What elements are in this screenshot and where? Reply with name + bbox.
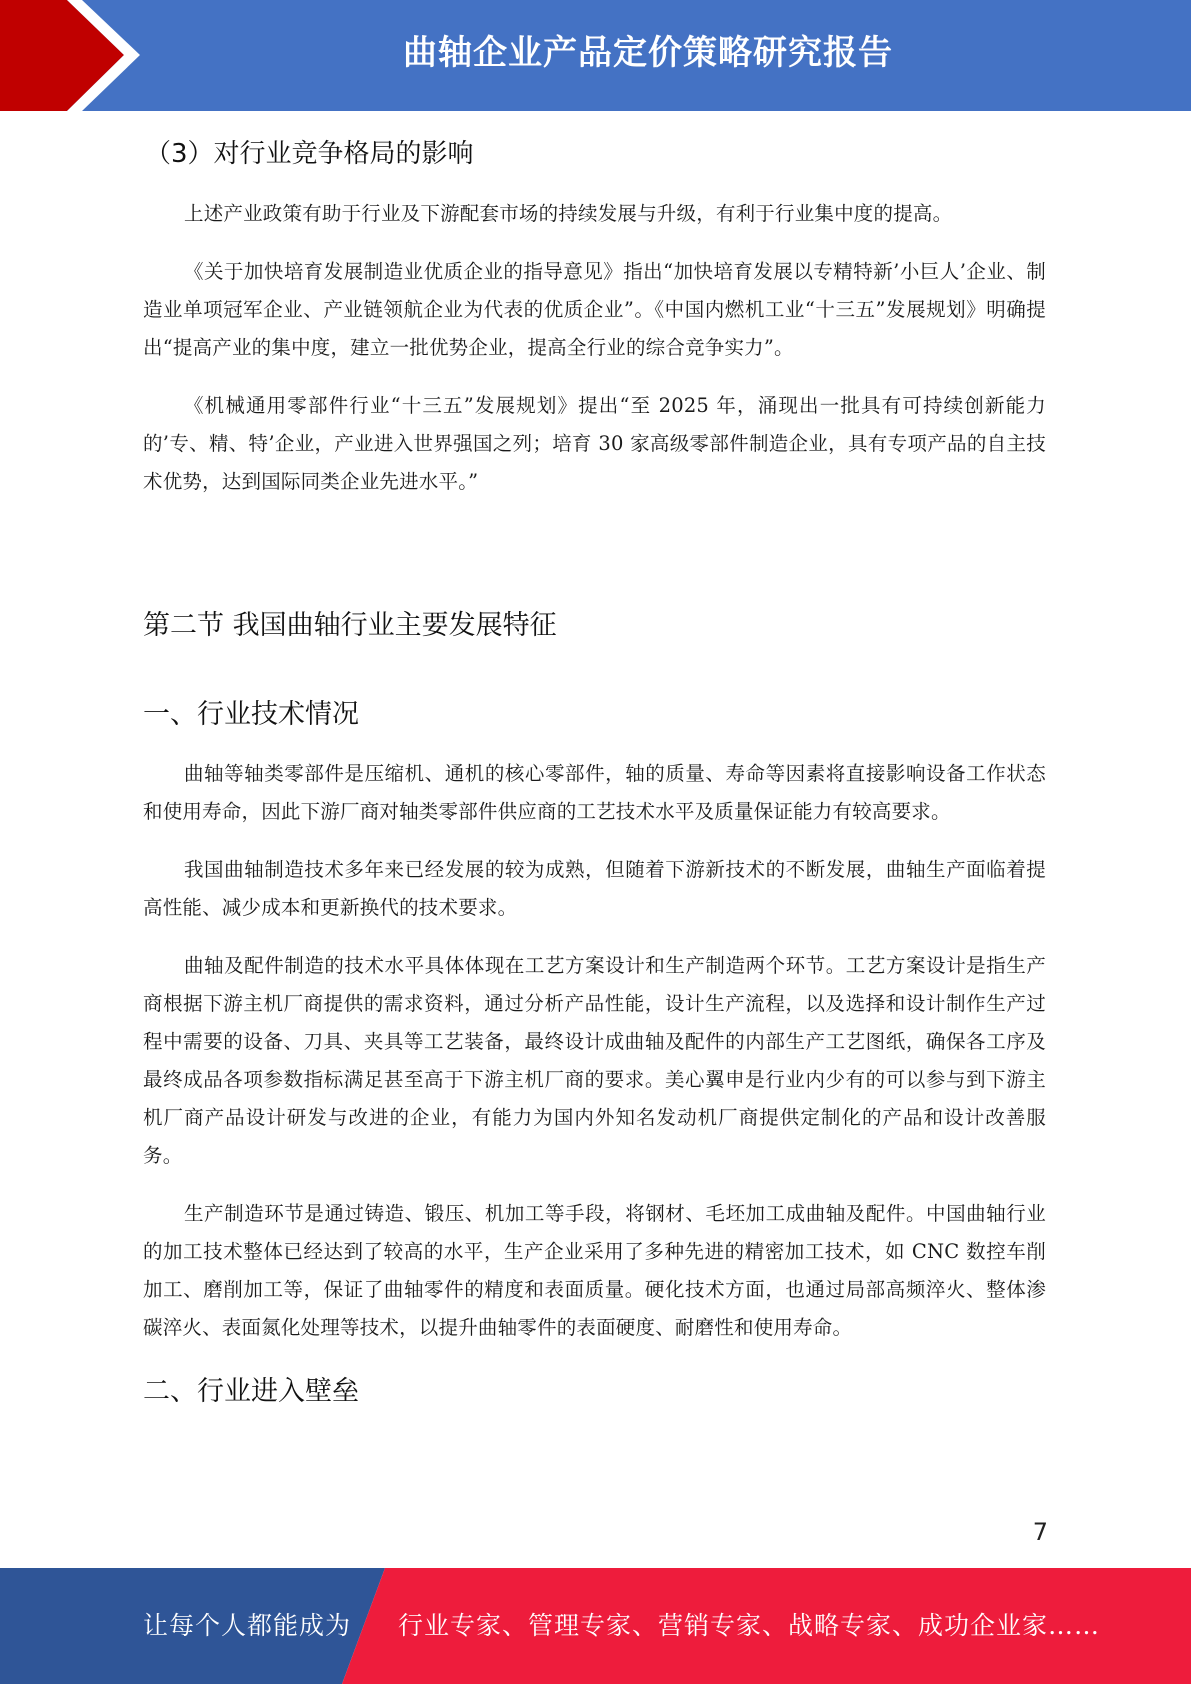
page-number: 7 — [1032, 1518, 1048, 1546]
report-title: 曲轴企业产品定价策略研究报告 — [403, 33, 893, 73]
sub-heading: （3）对行业竞争格局的影响 — [145, 139, 474, 169]
paragraph: 我国曲轴制造技术多年来已经发展的较为成熟，但随着下游新技术的不断发展，曲轴生产面临着提高性能、减少成本和更新换代的技术要求。 — [143, 858, 1046, 919]
header-red-chevron — [0, 0, 124, 111]
paragraph: 《机械通用零部件行业“十三五”发展规划》提出“至 2025 年，涌现出一批具有可持续创新能力的’专、精、特’企业，产业进入世界强国之列；培育 30 家高级零部件制造企业，具有专项产品的自主技术优势，达到国际同类企业先进水平。” — [143, 394, 1046, 493]
paragraph: 生产制造环节是通过铸造、锻压、机加工等手段，将钢材、毛坯加工成曲轴及配件。中国曲轴行业的加工技术整体已经达到了较高的水平，生产企业采用了多种先进的精密加工技术，如 CNC 数控车削加工、磨削加工等，保证了曲轴零件的精度和表面质量。硬化技术方面，也通过局部高频淬火、整体渗碳淬火、表面氮化处理等技术，以提升曲轴零件的表面硬度、耐磨性和使用寿命。 — [143, 1202, 1046, 1339]
paragraph: 《关于加快培育发展制造业优质企业的指导意见》指出“加快培育发展以专精特新’小巨人’企业、制造业单项冠军企业、产业链领航企业为代表的优质企业”。《中国内燃机工业“十三五”发展规划》明确提出“提高产业的集中度，建立一批优势企业，提高全行业的综合竞争实力”。 — [143, 260, 1046, 359]
footer-slogan-left: 让每个人都能成为 — [143, 1611, 352, 1640]
part-heading: 一、行业技术情况 — [143, 699, 359, 730]
paragraph: 曲轴及配件制造的技术水平具体体现在工艺方案设计和生产制造两个环节。工艺方案设计是指生产商根据下游主机厂商提供的需求资料，通过分析产品性能，设计生产流程，以及选择和设计制作生产过程中需要的设备、刀具、夹具等工艺装备，最终设计成曲轴及配件的内部生产工艺图纸，确保各工序及最终成品各项参数指标满足甚至高于下游主机厂商的要求。美心翼申是行业内少有的可以参与到下游主机厂商产品设计研发与改进的企业，有能力为国内外知名发动机厂商提供定制化的产品和设计改善服务。 — [143, 954, 1046, 1167]
footer-slogan-right: 行业专家、管理专家、营销专家、战略专家、成功企业家…… — [398, 1611, 1101, 1640]
page-header — [0, 0, 1191, 111]
part-heading: 二、行业进入壁垒 — [143, 1376, 359, 1407]
header-arrow-decoration — [0, 0, 160, 111]
page-footer — [0, 1568, 1191, 1684]
section-heading: 第二节 我国曲轴行业主要发展特征 — [143, 610, 557, 641]
paragraph: 上述产业政策有助于行业及下游配套市场的持续发展与升级，有利于行业集中度的提高。 — [184, 202, 953, 225]
paragraph: 曲轴等轴类零部件是压缩机、通机的核心零部件，轴的质量、寿命等因素将直接影响设备工作状态和使用寿命，因此下游厂商对轴类零部件供应商的工艺技术水平及质量保证能力有较高要求。 — [143, 762, 1046, 823]
document-body — [143, 111, 1046, 1408]
